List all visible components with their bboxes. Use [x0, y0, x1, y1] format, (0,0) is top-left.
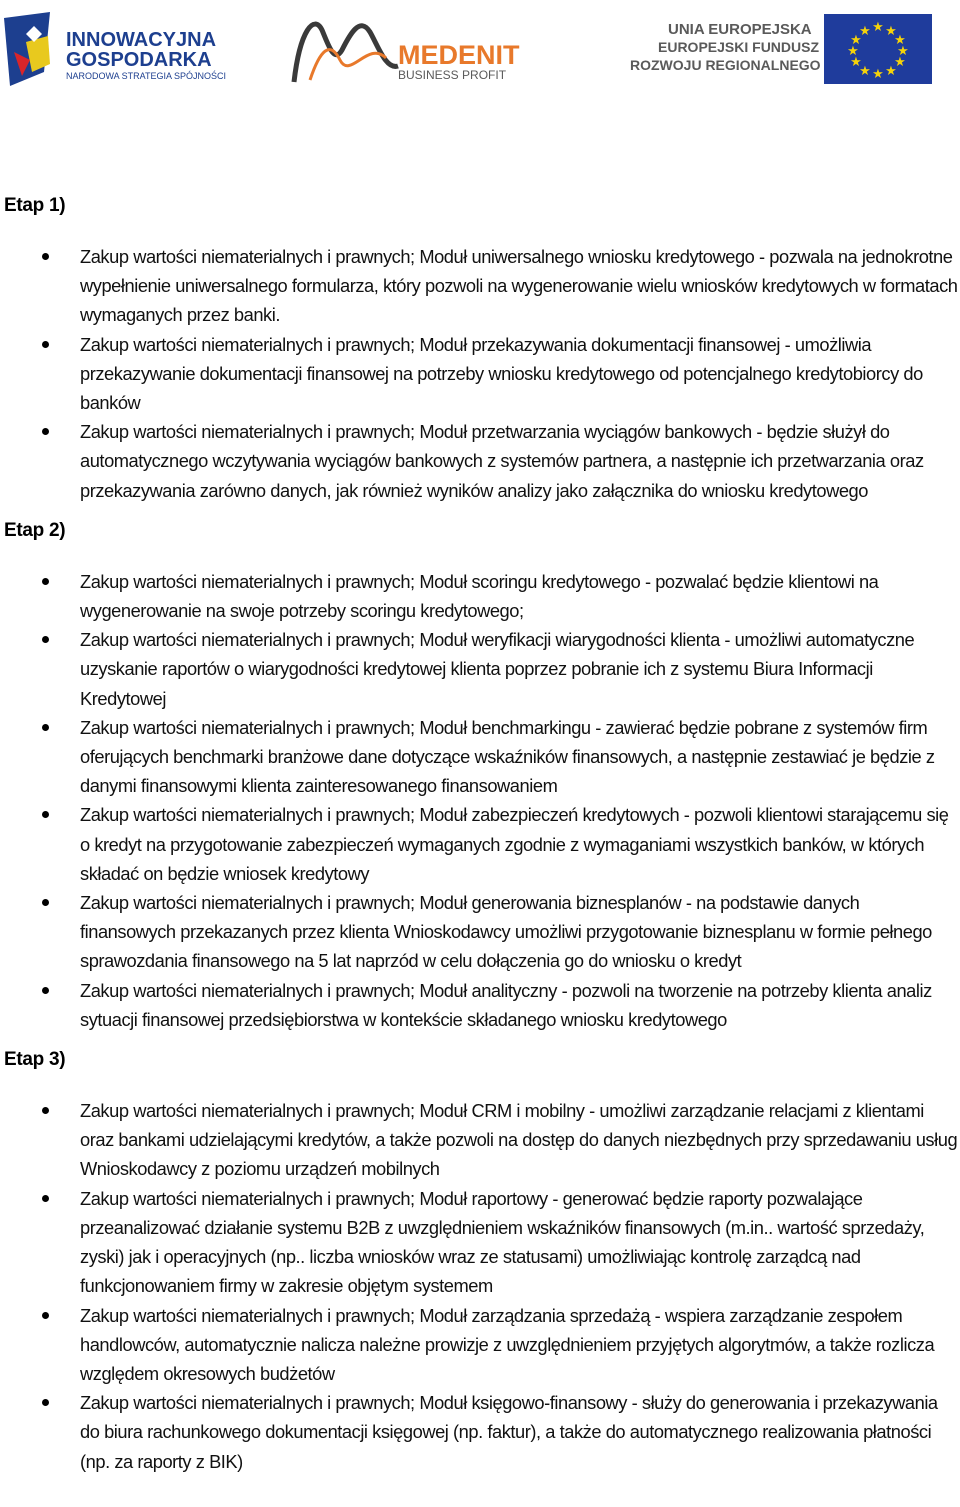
bullet-icon — [42, 724, 49, 731]
bullet-icon — [42, 1195, 49, 1202]
medenit-name: MEDENIT — [398, 40, 520, 70]
list-item — [0, 1184, 960, 1301]
list-item-text: Zakup wartości niematerialnych i prawnych; Moduł benchmarkingu - zawierać będzie pobrane z systemów firm oferujących benchmarki branżowe dane dotyczące wskaźników finansowych, a następnie zestawiać je będzie z danymi finansowymi klienta zainteresowanego finansowaniem — [80, 716, 935, 797]
list-item-text: Zakup wartości niematerialnych i prawnych; Moduł raportowy - generować będzie raporty pozwalające przeanalizować działanie systemu B2B z uwzględnieniem wskaźników finansowych (m.in.. wartość sprzedaży, zyski) jak i operacyjnych (np.. liczba wniosków wraz ze statusami) umożliwiając kontrolę zarządcą nad funkcjonowaniem firmy w zakresie objętym systemem — [80, 1187, 925, 1297]
svg-text:★: ★ — [897, 44, 909, 59]
list-item-text: Zakup wartości niematerialnych i prawnych; Moduł generowania biznesplanów - na podstawie danych finansowych przekazanych przez klienta Wnioskodawcy umożliwi przygotowanie biznesplanu w formie pełnego sprawozdania finansowego na 5 lat naprzód w celu dołączenia go do wniosku o kredyt — [80, 892, 932, 972]
list-item-text: Zakup wartości niematerialnych i prawnych; Moduł scoringu kredytowego - pozwalać będzie klientowi na wygenerowanie na swoje potrzeby scoringu kredytowego; — [80, 570, 879, 622]
medenit-wave-icon — [294, 24, 398, 82]
svg-text:★: ★ — [859, 64, 871, 79]
list-item-text: Zakup wartości niematerialnych i prawnych; Moduł przekazywania dokumentacji finansowej - umożliwia przekazywanie dokumentacji finansowej na potrzeby wniosku kredytowego od potencjalnego kredytobiorcy do banków — [80, 333, 923, 414]
svg-text:★: ★ — [872, 20, 884, 35]
bullet-icon — [42, 899, 49, 906]
list-item — [0, 567, 960, 625]
unia-europejska-logo — [628, 14, 938, 86]
svg-text:★: ★ — [847, 44, 859, 59]
stage-title: Etap 1) — [4, 195, 66, 216]
svg-text:★: ★ — [894, 33, 906, 48]
bullet-icon — [42, 1312, 49, 1319]
ue-line1: UNIA EUROPEJSKA — [668, 21, 812, 38]
list-item-text: Zakup wartości niematerialnych i prawnych; Moduł analityczny - pozwoli na tworzenie na potrzeby klienta analiz sytuacji finansowej przedsiębiorstwa w kontekście składanego wniosku kredytowego — [80, 979, 932, 1030]
stage-item-list — [0, 1096, 960, 1476]
list-item — [0, 417, 960, 505]
stage-3 — [0, 1048, 960, 1476]
header-logos — [0, 0, 960, 100]
list-item-text: Zakup wartości niematerialnych i prawnych; Moduł CRM i mobilny - umożliwi zarządzanie relacjami z klientami oraz bankami udzielającymi kredytów, a także pozwoli na dostęp do danych niezbędnych przy sprzedawaniu usług Wnioskodawcy z poziomu urządzeń mobilnych — [80, 1100, 958, 1180]
list-item-text: Zakup wartości niematerialnych i prawnych; Moduł przetwarzania wyciągów bankowych - będzie służył do automatycznego wczytywania wyciągów bankowych z systemów partnera, a następnie ich przetwarzania oraz przekazywania zarówno danych, jak również wyników analizy jako załącznika do wniosku kredytowego — [80, 421, 924, 501]
document-body — [0, 194, 960, 1490]
list-item — [0, 1096, 960, 1184]
list-item — [0, 888, 960, 976]
bullet-icon — [42, 1107, 49, 1114]
bullet-icon — [42, 1399, 49, 1406]
list-item-text: Zakup wartości niematerialnych i prawnych; Moduł zabezpieczeń kredytowych - pozwoli klientowi starającemu się o kredyt na przygotowanie zabezpieczeń wymaganych zgodnie z wymaganiami wszystkich banków, w których składać on będzie wniosek kredytowy — [80, 804, 949, 884]
bullet-icon — [42, 253, 49, 260]
ig-line3: NARODOWA STRATEGIA SPÓJNOŚCI — [66, 71, 227, 81]
list-item-text: Zakup wartości niematerialnych i prawnych; Moduł zarządzania sprzedażą - wspiera zarządzanie zespołem handlowców, automatycznie nalicza należne prowizje z uwzględnieniem przyjętych algorytmów, a także rozlicza względem okresowych budżetów — [80, 1304, 935, 1384]
list-item — [0, 625, 960, 713]
svg-text:★: ★ — [859, 24, 871, 39]
stage-title: Etap 3) — [4, 1049, 66, 1071]
list-item-text: Zakup wartości niematerialnych i prawnych; Moduł uniwersalnego wniosku kredytowego - pozwala na jednokrotne wypełnienie uniwersalnego formularza, który pozwoli na wygenerowanie wielu wniosków kredytowych w formatach wymaganych przez banki. — [80, 246, 958, 326]
svg-text:★: ★ — [885, 64, 897, 79]
medenit-orange-wave-icon — [310, 50, 386, 80]
svg-text:★: ★ — [885, 24, 897, 39]
stage-title: Etap 2) — [4, 519, 66, 541]
ig-line1: INNOWACYJNA — [66, 29, 217, 51]
medenit-logo — [290, 10, 530, 88]
stage-1 — [0, 194, 960, 505]
list-item — [0, 713, 960, 801]
list-item-text: Zakup wartości niematerialnych i prawnych; Moduł księgowo-finansowy - służy do generowania i przekazywania do biura rachunkowego dokumentacji księgowej (np. faktur), a także do automatycznego realizowania płatności (np. za raporty z BIK) — [80, 1392, 938, 1472]
bullet-icon — [42, 341, 49, 348]
list-item — [0, 330, 960, 418]
ue-line3: ROZWOJU REGIONALNEGO — [630, 57, 821, 73]
ig-line2: GOSPODARKA — [66, 49, 212, 71]
bullet-icon — [42, 428, 49, 435]
bullet-icon — [42, 636, 49, 643]
ue-line2: EUROPEJSKI FUNDUSZ — [658, 39, 820, 55]
bullet-icon — [42, 811, 49, 818]
list-item — [0, 800, 960, 888]
stage-item-list — [0, 567, 960, 1034]
list-item — [0, 976, 960, 1034]
list-item-text: Zakup wartości niematerialnych i prawnych; Moduł weryfikacji wiarygodności klienta - umożliwi automatyczne uzyskanie raportów o wiarygodności kredytowej klienta poprzez pobranie ich z systemu Biura Informacji Kredytowej — [80, 629, 915, 709]
svg-text:★: ★ — [850, 33, 862, 48]
svg-text:★: ★ — [894, 55, 906, 70]
innowacyjna-gospodarka-logo — [4, 12, 239, 88]
stage-item-list — [0, 242, 960, 505]
list-item — [0, 1301, 960, 1389]
svg-text:★: ★ — [850, 55, 862, 70]
svg-text:★: ★ — [872, 67, 884, 82]
list-item — [0, 1388, 960, 1476]
bullet-icon — [42, 987, 49, 994]
medenit-tagline: BUSINESS PROFIT — [398, 68, 507, 82]
bullet-icon — [42, 578, 49, 585]
list-item — [0, 242, 960, 330]
stage-2 — [0, 519, 960, 1034]
